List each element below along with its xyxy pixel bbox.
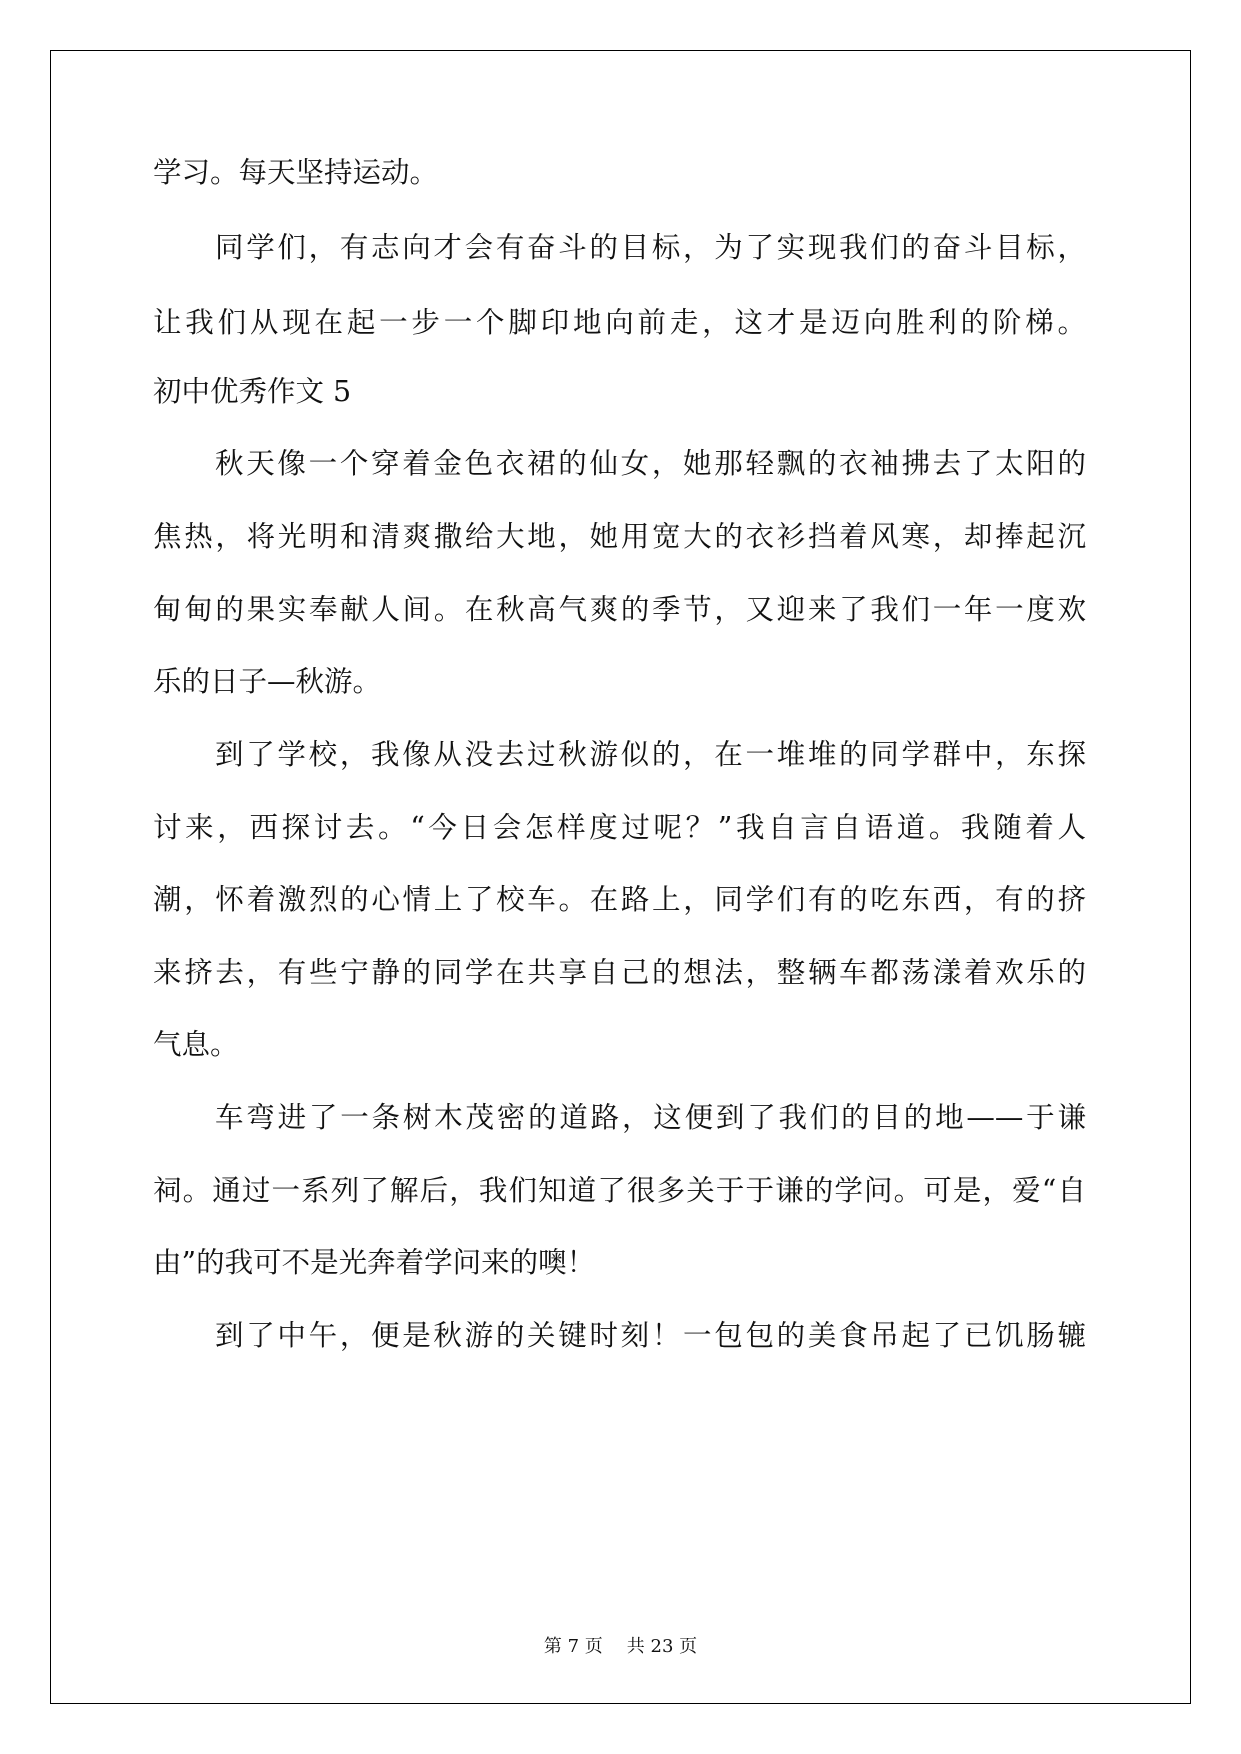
text-line: 由”的我可不是光奔着学问来的噢！ [153, 1246, 596, 1279]
text-line: 到了中午，便是秋游的关键时刻！一包包的美食吊起了已饥肠辘 [215, 1319, 1086, 1352]
text-line: 气息。 [153, 1028, 239, 1061]
text-line: 祠。通过一系列了解后，我们知道了很多关于于谦的学问。可是，爱“自 [153, 1174, 1086, 1207]
page-number: 第 7 页 [543, 1636, 603, 1657]
page-footer [0, 1632, 1241, 1658]
text-line: 讨来，西探讨去。“今日会怎样度过呢？”我自言自语道。我随着人 [153, 811, 1086, 844]
text-line: 乐的日子—秋游。 [153, 665, 382, 698]
text-line: 车弯进了一条树木茂密的道路，这便到了我们的目的地——于谦 [215, 1101, 1086, 1134]
text-line: 秋天像一个穿着金色衣裙的仙女，她那轻飘的衣袖拂去了太阳的 [215, 447, 1086, 480]
text-line: 甸甸的果实奉献人间。在秋高气爽的季节，又迎来了我们一年一度欢 [153, 593, 1086, 626]
text-line: 同学们，有志向才会有奋斗的目标，为了实现我们的奋斗目标， [215, 231, 1086, 264]
page-border [50, 50, 1191, 1704]
text-line: 潮，怀着激烈的心情上了校车。在路上，同学们有的吃东西，有的挤 [153, 883, 1086, 916]
text-line: 到了学校，我像从没去过秋游似的，在一堆堆的同学群中，东探 [215, 738, 1086, 771]
text-line: 学习。每天坚持运动。 [153, 156, 439, 189]
section-heading: 初中优秀作文 5 [153, 375, 352, 408]
page-total: 共 23 页 [626, 1636, 698, 1657]
text-line: 让我们从现在起一步一个脚印地向前走，这才是迈向胜利的阶梯。 [153, 306, 1086, 339]
text-line: 来挤去，有些宁静的同学在共享自己的想法，整辆车都荡漾着欢乐的 [153, 956, 1086, 989]
text-line: 焦热，将光明和清爽撒给大地，她用宽大的衣衫挡着风寒，却捧起沉 [153, 520, 1086, 553]
